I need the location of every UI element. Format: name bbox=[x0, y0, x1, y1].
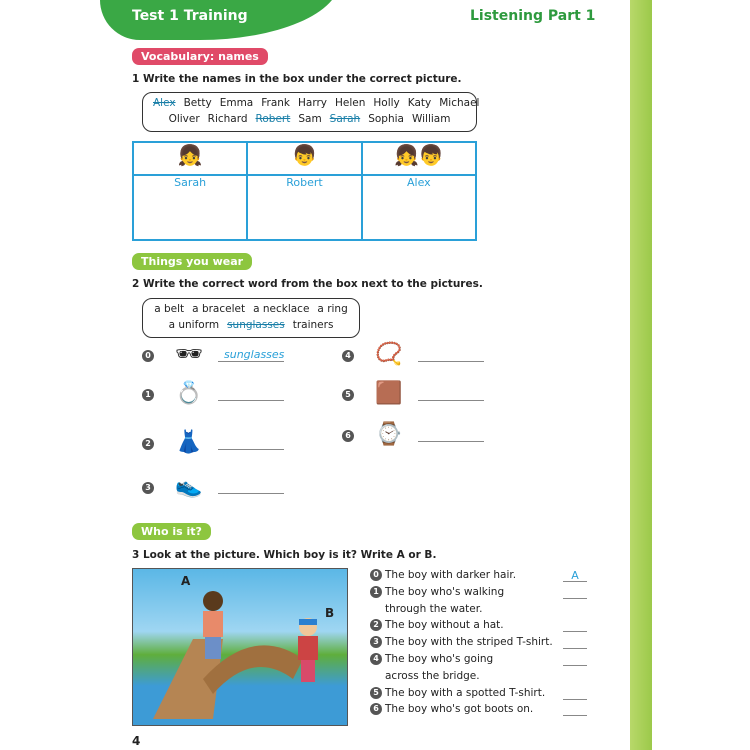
word-option: Sarah bbox=[329, 113, 361, 125]
word-option: Betty bbox=[183, 97, 212, 109]
word-option: Oliver bbox=[168, 113, 200, 125]
bridge-picture bbox=[132, 568, 348, 726]
word-option: sunglasses bbox=[227, 319, 285, 331]
item-number: 0 bbox=[370, 569, 382, 581]
names-box bbox=[142, 92, 480, 132]
bracelet-icon: ⌚ bbox=[375, 422, 403, 447]
instruction-2: 2 Write the correct word from the box next to the pictures. bbox=[132, 278, 483, 290]
word-option: Frank bbox=[261, 97, 291, 109]
word-option: Holly bbox=[373, 97, 400, 109]
item-number: 3 bbox=[142, 482, 154, 494]
label-boy-b: B bbox=[325, 606, 335, 620]
item-number: 5 bbox=[342, 389, 354, 401]
question-text: The boy who's walking through the water. bbox=[385, 585, 505, 615]
section-title: Listening Part 1 bbox=[470, 8, 596, 24]
word-option: a belt bbox=[154, 303, 185, 315]
label-boy-a: A bbox=[181, 574, 191, 588]
word-option: a bracelet bbox=[192, 303, 246, 315]
question-text: The boy with a spotted T-shirt. bbox=[385, 686, 546, 699]
item-number: 0 bbox=[142, 350, 154, 362]
item-number: 2 bbox=[142, 438, 154, 450]
word-option: Alex bbox=[153, 97, 176, 109]
answer-line[interactable] bbox=[418, 387, 484, 401]
item-number: 2 bbox=[370, 619, 382, 631]
instruction-3: 3 Look at the picture. Which boy is it? Write A or B. bbox=[132, 549, 437, 561]
answer-cell[interactable]: Alex bbox=[362, 175, 476, 240]
names-table bbox=[132, 141, 477, 241]
words-box bbox=[142, 298, 360, 338]
answer-line[interactable] bbox=[563, 687, 587, 700]
item-number: 1 bbox=[142, 389, 154, 401]
word-option: a necklace bbox=[253, 303, 310, 315]
question-text: The boy who's got boots on. bbox=[385, 703, 534, 716]
picture-girl-and-boy: 👧👦 bbox=[362, 142, 476, 175]
answer-line[interactable] bbox=[218, 387, 284, 401]
answer-line[interactable]: A bbox=[563, 569, 587, 582]
word-option: Michael bbox=[439, 97, 480, 109]
answer-line[interactable] bbox=[563, 636, 587, 649]
word-option: Sam bbox=[298, 113, 322, 125]
item-number: 5 bbox=[370, 687, 382, 699]
answer-line[interactable] bbox=[563, 653, 587, 666]
word-option: Richard bbox=[207, 113, 248, 125]
word-option: Sophia bbox=[368, 113, 404, 125]
item-number: 6 bbox=[370, 703, 382, 715]
question-text: The boy without a hat. bbox=[385, 619, 504, 632]
question-text: The boy who's going across the bridge. bbox=[385, 653, 494, 682]
page-title: Test 1 Training bbox=[132, 8, 248, 24]
trainers-icon: 👟 bbox=[175, 474, 203, 499]
ring-icon: 💍 bbox=[175, 381, 203, 406]
item-number: 4 bbox=[342, 350, 354, 362]
item-number: 6 bbox=[342, 430, 354, 442]
picture-boy: 👦 bbox=[247, 142, 361, 175]
answer-line[interactable] bbox=[563, 703, 587, 716]
word-option: William bbox=[411, 113, 451, 125]
instruction-1: 1 Write the names in the box under the correct picture. bbox=[132, 73, 462, 85]
badge-things-you-wear: Things you wear bbox=[132, 253, 252, 270]
word-option: Robert bbox=[255, 113, 291, 125]
word-option: Harry bbox=[298, 97, 328, 109]
bridge-scene-illustration bbox=[133, 569, 348, 726]
page-number: 4 bbox=[132, 734, 141, 748]
answer-line[interactable] bbox=[418, 348, 484, 362]
question-text: The boy with darker hair. bbox=[385, 569, 517, 581]
answer-line[interactable] bbox=[563, 619, 587, 632]
item-number: 1 bbox=[370, 586, 382, 598]
picture-girl: 👧 bbox=[133, 142, 247, 175]
word-option: Katy bbox=[407, 97, 432, 109]
answer-line[interactable] bbox=[563, 586, 587, 599]
answer-line[interactable] bbox=[418, 428, 484, 442]
page-edge-strip bbox=[630, 0, 652, 750]
necklace-icon: 📿 bbox=[375, 342, 403, 367]
answer-cell[interactable]: Sarah bbox=[133, 175, 247, 240]
item-number: 3 bbox=[370, 636, 382, 648]
word-option: Emma bbox=[219, 97, 254, 109]
answer-line[interactable]: sunglasses bbox=[218, 348, 284, 362]
uniform-icon: 👗 bbox=[175, 430, 203, 455]
word-option: a ring bbox=[317, 303, 348, 315]
word-option: trainers bbox=[292, 319, 334, 331]
sunglasses-icon: 🕶 bbox=[175, 342, 203, 367]
answer-line[interactable] bbox=[218, 436, 284, 450]
item-number: 4 bbox=[370, 653, 382, 665]
word-option: a uniform bbox=[168, 319, 220, 331]
question-text: The boy with the striped T-shirt. bbox=[385, 636, 553, 649]
badge-vocabulary: Vocabulary: names bbox=[132, 48, 268, 65]
word-option: Helen bbox=[335, 97, 366, 109]
badge-who-is-it: Who is it? bbox=[132, 523, 211, 540]
belt-icon: 🟫 bbox=[375, 381, 403, 406]
answer-line[interactable] bbox=[218, 480, 284, 494]
answer-cell[interactable]: Robert bbox=[247, 175, 361, 240]
